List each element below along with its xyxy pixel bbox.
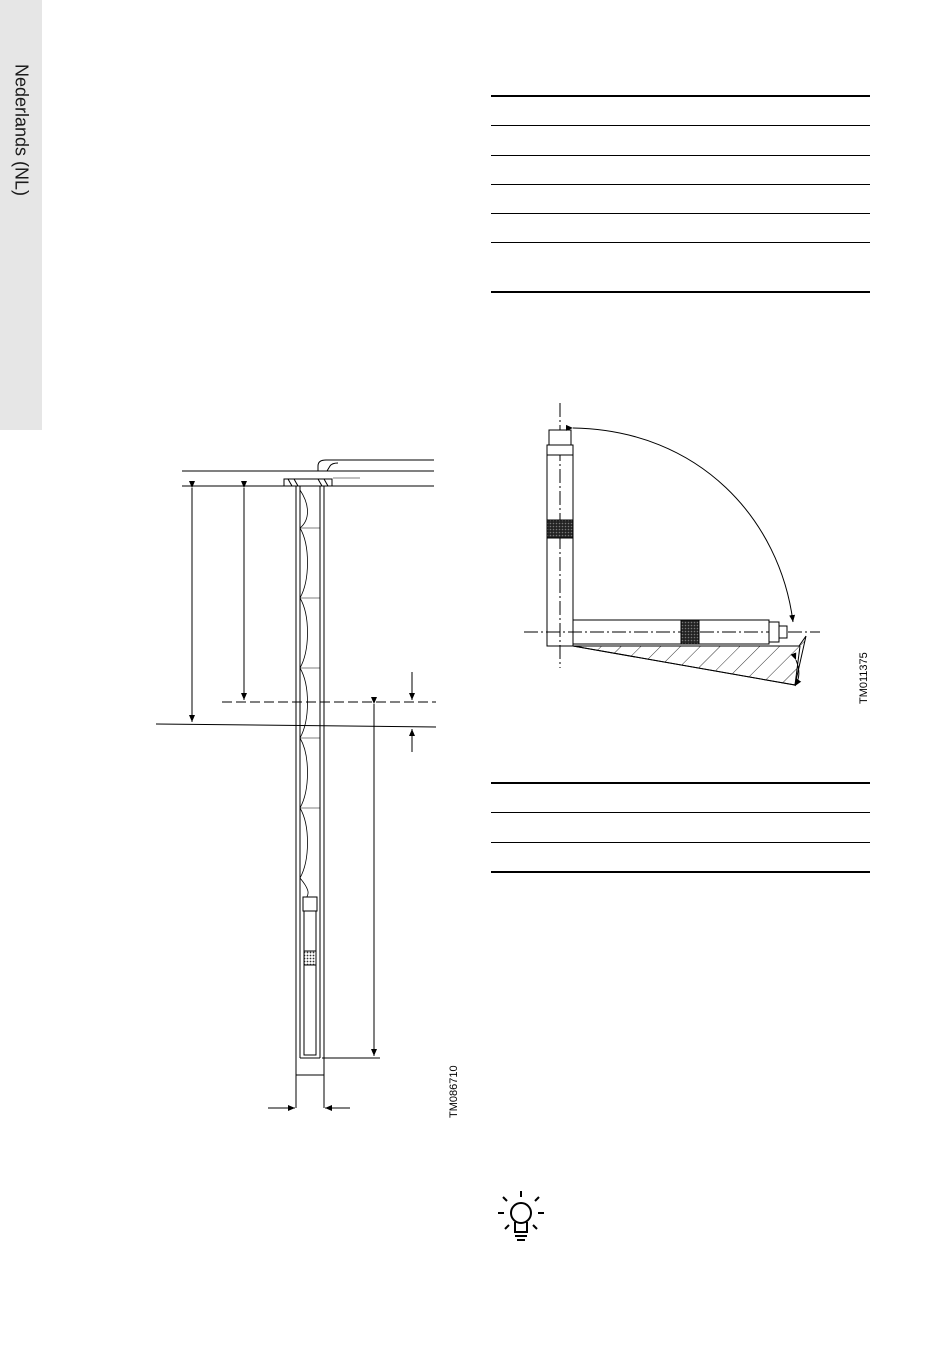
lightbulb-icon — [498, 1191, 544, 1240]
pump-tilt-drawing — [524, 403, 820, 686]
language-tab-label: Nederlands (NL) — [11, 64, 32, 197]
figure-code-borehole: TM086710 — [448, 1065, 460, 1118]
figure-code-pump-tilt: TM011375 — [858, 652, 870, 704]
